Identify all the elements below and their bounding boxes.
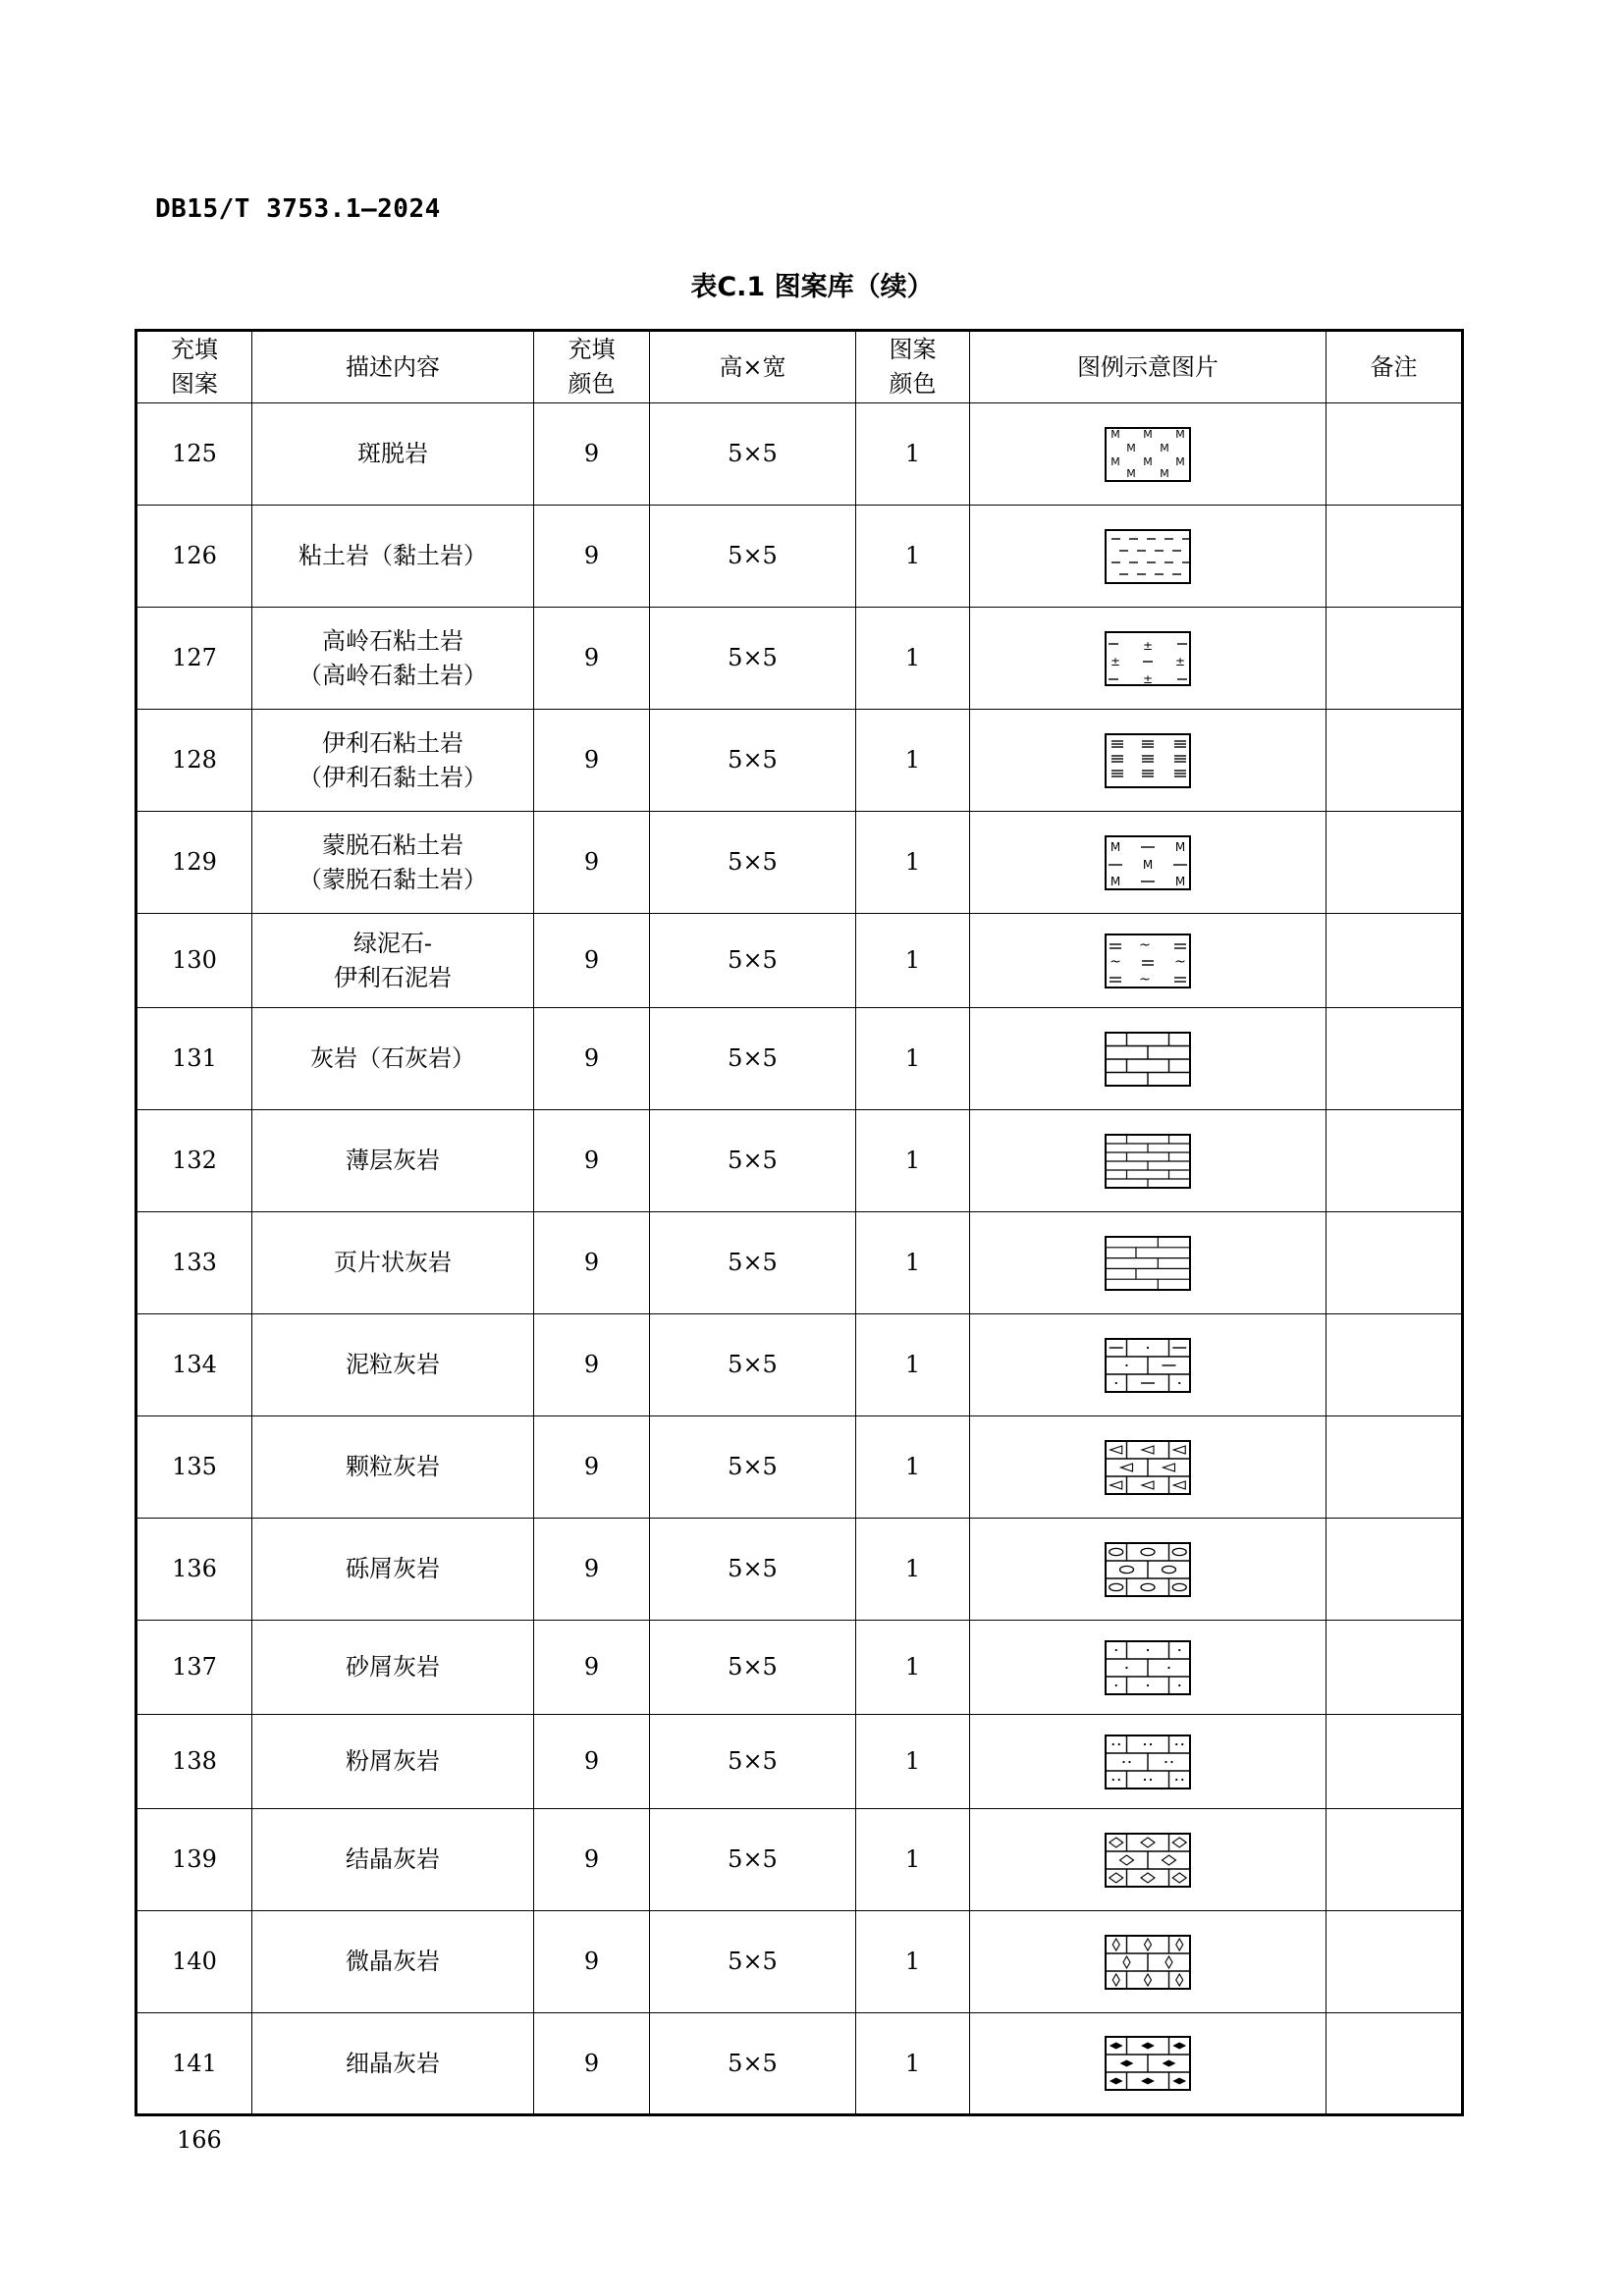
cell-legend-image	[970, 1008, 1326, 1110]
pattern-swatch-icon	[970, 1734, 1326, 1790]
cell-pattern-id: 141	[136, 2013, 252, 2115]
cell-fill-color: 9	[534, 403, 650, 506]
cell-fill-color: 9	[534, 1416, 650, 1519]
cell-fill-color: 9	[534, 1314, 650, 1416]
cell-size: 5×5	[650, 2013, 856, 2115]
cell-pattern-id: 134	[136, 1314, 252, 1416]
cell-size: 5×5	[650, 1519, 856, 1621]
cell-pattern-color: 1	[856, 608, 970, 710]
cell-pattern-color: 1	[856, 1809, 970, 1911]
svg-text:M: M	[1175, 427, 1185, 441]
cell-pattern-color: 1	[856, 1715, 970, 1809]
pattern-swatch-icon	[970, 426, 1326, 483]
cell-size: 5×5	[650, 608, 856, 710]
cell-legend-image	[970, 914, 1326, 1008]
cell-pattern-color: 1	[856, 1110, 970, 1212]
pattern-library-table	[135, 329, 1464, 2116]
cell-remarks	[1326, 1519, 1463, 1621]
cell-pattern-id: 132	[136, 1110, 252, 1212]
cell-description: 薄层灰岩	[252, 1110, 534, 1212]
cell-fill-color: 9	[534, 1809, 650, 1911]
cell-size: 5×5	[650, 506, 856, 608]
pattern-swatch-icon	[970, 1934, 1326, 1991]
header-pattern-color: 图案 颜色	[856, 331, 970, 403]
svg-text:M: M	[1110, 874, 1121, 888]
cell-remarks	[1326, 608, 1463, 710]
svg-text:M: M	[1110, 427, 1120, 441]
cell-pattern-id: 137	[136, 1621, 252, 1715]
cell-description: 绿泥石- 伊利石泥岩	[252, 914, 534, 1008]
cell-size: 5×5	[650, 1809, 856, 1911]
svg-text:M: M	[1174, 874, 1186, 888]
cell-remarks	[1326, 710, 1463, 812]
pattern-swatch-icon	[970, 834, 1326, 891]
cell-pattern-color: 1	[856, 812, 970, 914]
cell-size: 5×5	[650, 1212, 856, 1314]
cell-size: 5×5	[650, 403, 856, 506]
cell-legend-image	[970, 1110, 1326, 1212]
cell-fill-color: 9	[534, 1212, 650, 1314]
cell-description: 蒙脱石粘土岩 （蒙脱石黏土岩）	[252, 812, 534, 914]
cell-pattern-id: 140	[136, 1911, 252, 2013]
header-remarks: 备注	[1326, 331, 1463, 403]
header-fill-pattern: 充填 图案	[136, 331, 252, 403]
cell-pattern-color: 1	[856, 1212, 970, 1314]
svg-text:~: ~	[1139, 971, 1151, 988]
cell-pattern-id: 139	[136, 1809, 252, 1911]
cell-pattern-color: 1	[856, 1621, 970, 1715]
cell-pattern-color: 1	[856, 1911, 970, 2013]
cell-pattern-id: 131	[136, 1008, 252, 1110]
cell-fill-color: 9	[534, 710, 650, 812]
cell-legend-image	[970, 1519, 1326, 1621]
cell-pattern-color: 1	[856, 1314, 970, 1416]
cell-description: 微晶灰岩	[252, 1911, 534, 2013]
table-row	[136, 608, 1463, 710]
document-id: DB15/T 3753.1—2024	[155, 194, 441, 224]
cell-pattern-id: 130	[136, 914, 252, 1008]
svg-text:M: M	[1160, 441, 1169, 454]
pattern-swatch-icon	[970, 1439, 1326, 1496]
cell-legend-image	[970, 1911, 1326, 2013]
cell-pattern-id: 126	[136, 506, 252, 608]
table-row	[136, 1110, 1463, 1212]
cell-description: 颗粒灰岩	[252, 1416, 534, 1519]
table-row	[136, 710, 1463, 812]
cell-legend-image	[970, 812, 1326, 914]
cell-fill-color: 9	[534, 1911, 650, 2013]
header-legend-image: 图例示意图片	[970, 331, 1326, 403]
table-row	[136, 1809, 1463, 1911]
cell-pattern-id: 138	[136, 1715, 252, 1809]
cell-pattern-id: 133	[136, 1212, 252, 1314]
cell-legend-image	[970, 1621, 1326, 1715]
cell-pattern-color: 1	[856, 1416, 970, 1519]
cell-pattern-color: 1	[856, 710, 970, 812]
table-row	[136, 1519, 1463, 1621]
svg-text:±: ±	[1142, 638, 1154, 653]
pattern-swatch-icon	[970, 1541, 1326, 1598]
cell-remarks	[1326, 1911, 1463, 2013]
svg-text:M: M	[1160, 466, 1169, 480]
cell-remarks	[1326, 1110, 1463, 1212]
table-row	[136, 506, 1463, 608]
cell-size: 5×5	[650, 812, 856, 914]
cell-remarks	[1326, 1008, 1463, 1110]
table-row	[136, 1715, 1463, 1809]
svg-text:M: M	[1143, 427, 1153, 441]
cell-pattern-id: 136	[136, 1519, 252, 1621]
cell-remarks	[1326, 506, 1463, 608]
header-description: 描述内容	[252, 331, 534, 403]
cell-fill-color: 9	[534, 506, 650, 608]
cell-pattern-color: 1	[856, 914, 970, 1008]
cell-fill-color: 9	[534, 1110, 650, 1212]
pattern-swatch-icon	[970, 528, 1326, 585]
cell-size: 5×5	[650, 1008, 856, 1110]
cell-fill-color: 9	[534, 1519, 650, 1621]
cell-remarks	[1326, 1314, 1463, 1416]
pattern-swatch-icon	[970, 1133, 1326, 1190]
cell-pattern-color: 1	[856, 1008, 970, 1110]
cell-description: 砂屑灰岩	[252, 1621, 534, 1715]
cell-legend-image	[970, 1809, 1326, 1911]
cell-pattern-color: 1	[856, 2013, 970, 2115]
table-row	[136, 1416, 1463, 1519]
cell-size: 5×5	[650, 1314, 856, 1416]
cell-legend-image	[970, 1715, 1326, 1809]
cell-remarks	[1326, 1809, 1463, 1911]
svg-text:~: ~	[1174, 953, 1186, 970]
cell-remarks	[1326, 1416, 1463, 1519]
table-row	[136, 403, 1463, 506]
svg-text:±: ±	[1110, 654, 1121, 668]
cell-fill-color: 9	[534, 1008, 650, 1110]
table-caption: 表C.1 图案库（续）	[690, 272, 934, 302]
pattern-swatch-icon	[970, 1031, 1326, 1088]
cell-pattern-id: 128	[136, 710, 252, 812]
cell-size: 5×5	[650, 1110, 856, 1212]
svg-text:M: M	[1110, 839, 1121, 854]
pattern-swatch-icon	[970, 732, 1326, 789]
svg-text:M: M	[1126, 441, 1136, 454]
svg-text:M: M	[1110, 454, 1120, 468]
cell-remarks	[1326, 812, 1463, 914]
cell-pattern-id: 127	[136, 608, 252, 710]
cell-description: 细晶灰岩	[252, 2013, 534, 2115]
pattern-swatch-icon	[970, 933, 1326, 989]
cell-legend-image	[970, 1212, 1326, 1314]
page-number: 166	[177, 2126, 222, 2154]
cell-remarks	[1326, 1715, 1463, 1809]
table-header-row	[136, 331, 1463, 403]
table-row	[136, 1008, 1463, 1110]
cell-fill-color: 9	[534, 2013, 650, 2115]
cell-remarks	[1326, 914, 1463, 1008]
svg-text:M: M	[1126, 466, 1136, 480]
pattern-swatch-icon	[970, 630, 1326, 687]
cell-legend-image	[970, 710, 1326, 812]
pattern-swatch-icon	[970, 1235, 1326, 1292]
cell-size: 5×5	[650, 710, 856, 812]
svg-text:~: ~	[1110, 953, 1121, 970]
cell-description: 页片状灰岩	[252, 1212, 534, 1314]
cell-description: 粉屑灰岩	[252, 1715, 534, 1809]
cell-legend-image	[970, 1314, 1326, 1416]
cell-fill-color: 9	[534, 914, 650, 1008]
cell-pattern-color: 1	[856, 1519, 970, 1621]
cell-legend-image	[970, 1416, 1326, 1519]
cell-fill-color: 9	[534, 1621, 650, 1715]
svg-text:M: M	[1174, 839, 1186, 854]
cell-remarks	[1326, 2013, 1463, 2115]
cell-remarks	[1326, 1212, 1463, 1314]
cell-pattern-color: 1	[856, 403, 970, 506]
pattern-swatch-icon	[970, 2035, 1326, 2092]
header-size: 高×宽	[650, 331, 856, 403]
cell-legend-image	[970, 403, 1326, 506]
svg-text:~: ~	[1139, 936, 1151, 953]
pattern-swatch-icon	[970, 1337, 1326, 1394]
cell-remarks	[1326, 1621, 1463, 1715]
cell-fill-color: 9	[534, 1715, 650, 1809]
table-row	[136, 1621, 1463, 1715]
pattern-swatch-icon	[970, 1832, 1326, 1889]
pattern-swatch-icon	[970, 1639, 1326, 1696]
cell-legend-image	[970, 2013, 1326, 2115]
table-row	[136, 1212, 1463, 1314]
cell-description: 结晶灰岩	[252, 1809, 534, 1911]
cell-size: 5×5	[650, 1715, 856, 1809]
table-row	[136, 914, 1463, 1008]
cell-pattern-id: 125	[136, 403, 252, 506]
cell-size: 5×5	[650, 1621, 856, 1715]
cell-description: 粘土岩（黏土岩）	[252, 506, 534, 608]
cell-size: 5×5	[650, 1416, 856, 1519]
cell-fill-color: 9	[534, 812, 650, 914]
cell-description: 伊利石粘土岩 （伊利石黏土岩）	[252, 710, 534, 812]
cell-remarks	[1326, 403, 1463, 506]
svg-text:M: M	[1175, 454, 1185, 468]
table-row	[136, 812, 1463, 914]
cell-description: 灰岩（石灰岩）	[252, 1008, 534, 1110]
svg-text:M: M	[1142, 857, 1154, 872]
cell-description: 高岭石粘土岩 （高岭石黏土岩）	[252, 608, 534, 710]
cell-pattern-id: 129	[136, 812, 252, 914]
svg-text:M: M	[1143, 454, 1153, 468]
table-row	[136, 1314, 1463, 1416]
cell-pattern-id: 135	[136, 1416, 252, 1519]
cell-fill-color: 9	[534, 608, 650, 710]
cell-size: 5×5	[650, 914, 856, 1008]
cell-size: 5×5	[650, 1911, 856, 2013]
svg-text:±: ±	[1174, 654, 1186, 668]
svg-text:±: ±	[1142, 671, 1154, 686]
cell-description: 斑脱岩	[252, 403, 534, 506]
table-row	[136, 2013, 1463, 2115]
cell-description: 砾屑灰岩	[252, 1519, 534, 1621]
cell-legend-image	[970, 506, 1326, 608]
cell-legend-image	[970, 608, 1326, 710]
table-row	[136, 1911, 1463, 2013]
cell-description: 泥粒灰岩	[252, 1314, 534, 1416]
cell-pattern-color: 1	[856, 506, 970, 608]
header-fill-color: 充填 颜色	[534, 331, 650, 403]
